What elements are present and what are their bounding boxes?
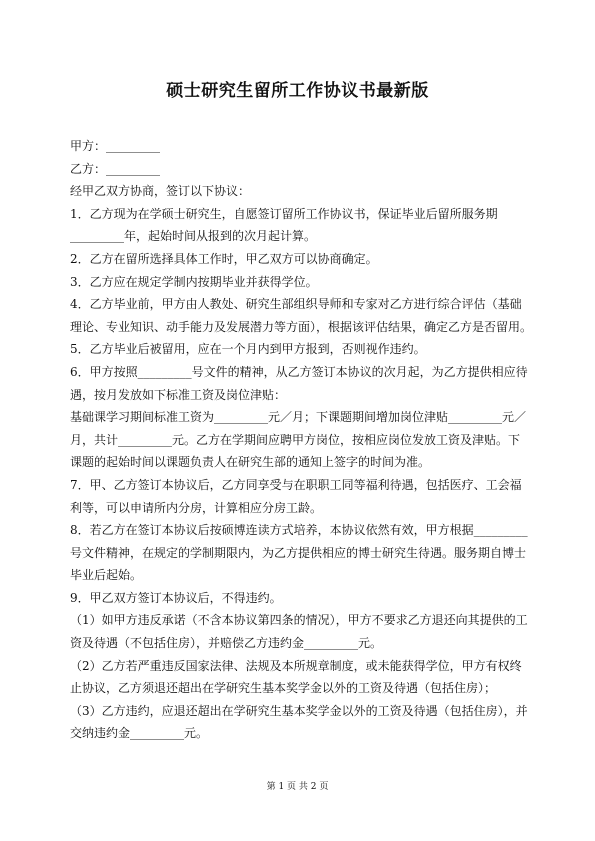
sub-3-line-1: （3）乙方违约，应退还超出在学研究生基本奖学金以外的工资及待遇（包括住房），并 xyxy=(70,703,528,718)
party-a-line: 甲方：_________ xyxy=(70,139,161,153)
document-body xyxy=(70,135,532,745)
clause-8-line-3: 毕业后起始。 xyxy=(70,568,143,583)
salary-line-2: 月，共计_________元。乙方在学期间应聘甲方岗位，按相应岗位发放工资及津贴。下 xyxy=(70,432,521,447)
clause-4-line-1: 4．乙方毕业前，甲方由人教处、研究生部组织导师和专家对乙方进行综合评估（基础 xyxy=(70,297,522,312)
clause-1-line-1: 1．乙方现为在学硕士研究生，自愿签订留所工作协议书，保证毕业后留所服务期 xyxy=(70,206,498,221)
sub-2-line-1: （2）乙方若严重违反国家法律、法规及本所规章制度，或未能获得学位，甲方有权终 xyxy=(70,658,522,673)
clause-8-line-1: 8．若乙方在签订本协议后按硕博连读方式培养，本协议依然有效，甲方根据_________ xyxy=(70,523,528,538)
clause-4-line-2: 理论、专业知识、动手能力及发展潜力等方面），根据该评估结果，确定乙方是否留用。 xyxy=(70,319,532,334)
clause-8-line-2: 号文件精神，在规定的学制期限内，为乙方提供相应的博士研究生待遇。服务期自博士 xyxy=(70,545,527,560)
clause-7-line-2: 利等，可以申请所内分房，计算相应分房工龄。 xyxy=(70,500,323,515)
clause-6-line-2: 遇，按月发放如下标准工资及岗位津贴： xyxy=(70,387,287,402)
party-b-line: 乙方：_________ xyxy=(70,161,161,176)
sub-3-line-2: 交纳违约金_________元。 xyxy=(70,726,209,741)
clause-6-line-1: 6．甲方按照_________号文件的精神，从乙方签订本协议的次月起，为乙方提供相应待 xyxy=(70,364,528,379)
sub-1-line-1: （1）如甲方违反承诺（不含本协议第四条的情况），甲方不要求乙方退还向其提供的工 xyxy=(70,613,528,628)
intro-line: 经甲乙双方协商，签订以下协议： xyxy=(70,184,251,199)
salary-line-1: 基础课学习期间标准工资为_________元／月；下课题期间增加岗位津贴_________元／ xyxy=(70,410,527,425)
clause-1-line-2: _________年，起始时间从报到的次月起计算。 xyxy=(70,229,317,244)
clause-3-line: 3．乙方应在规定学制内按期毕业并获得学位。 xyxy=(70,274,318,289)
clause-9-line: 9．甲乙双方签订本协议后，不得违约。 xyxy=(70,590,282,605)
sub-1-line-2: 资及待遇（不包括住房），并赔偿乙方违约金_________元。 xyxy=(70,636,383,651)
page-number: 第 1 页 共 2 页 xyxy=(266,782,329,792)
document-title: 硕士研究生留所工作协议书最新版 xyxy=(166,81,429,101)
clause-2-line: 2．乙方在留所选择具体工作时，甲乙双方可以协商确定。 xyxy=(70,251,378,266)
salary-line-3: 课题的起始时间以课题负责人在研究生部的通知上签字的时间为准。 xyxy=(70,455,431,470)
sub-2-line-2: 止协议，乙方须退还超出在学研究生基本奖学金以外的工资及待遇（包括住房）； xyxy=(70,681,497,696)
clause-5-line: 5．乙方毕业后被留用，应在一个月内到甲方报到，否则视作违约。 xyxy=(70,342,426,357)
clause-7-line-1: 7．甲、乙方签订本协议后，乙方同享受与在职职工同等福利待遇，包括医疗、工会福 xyxy=(70,477,522,492)
